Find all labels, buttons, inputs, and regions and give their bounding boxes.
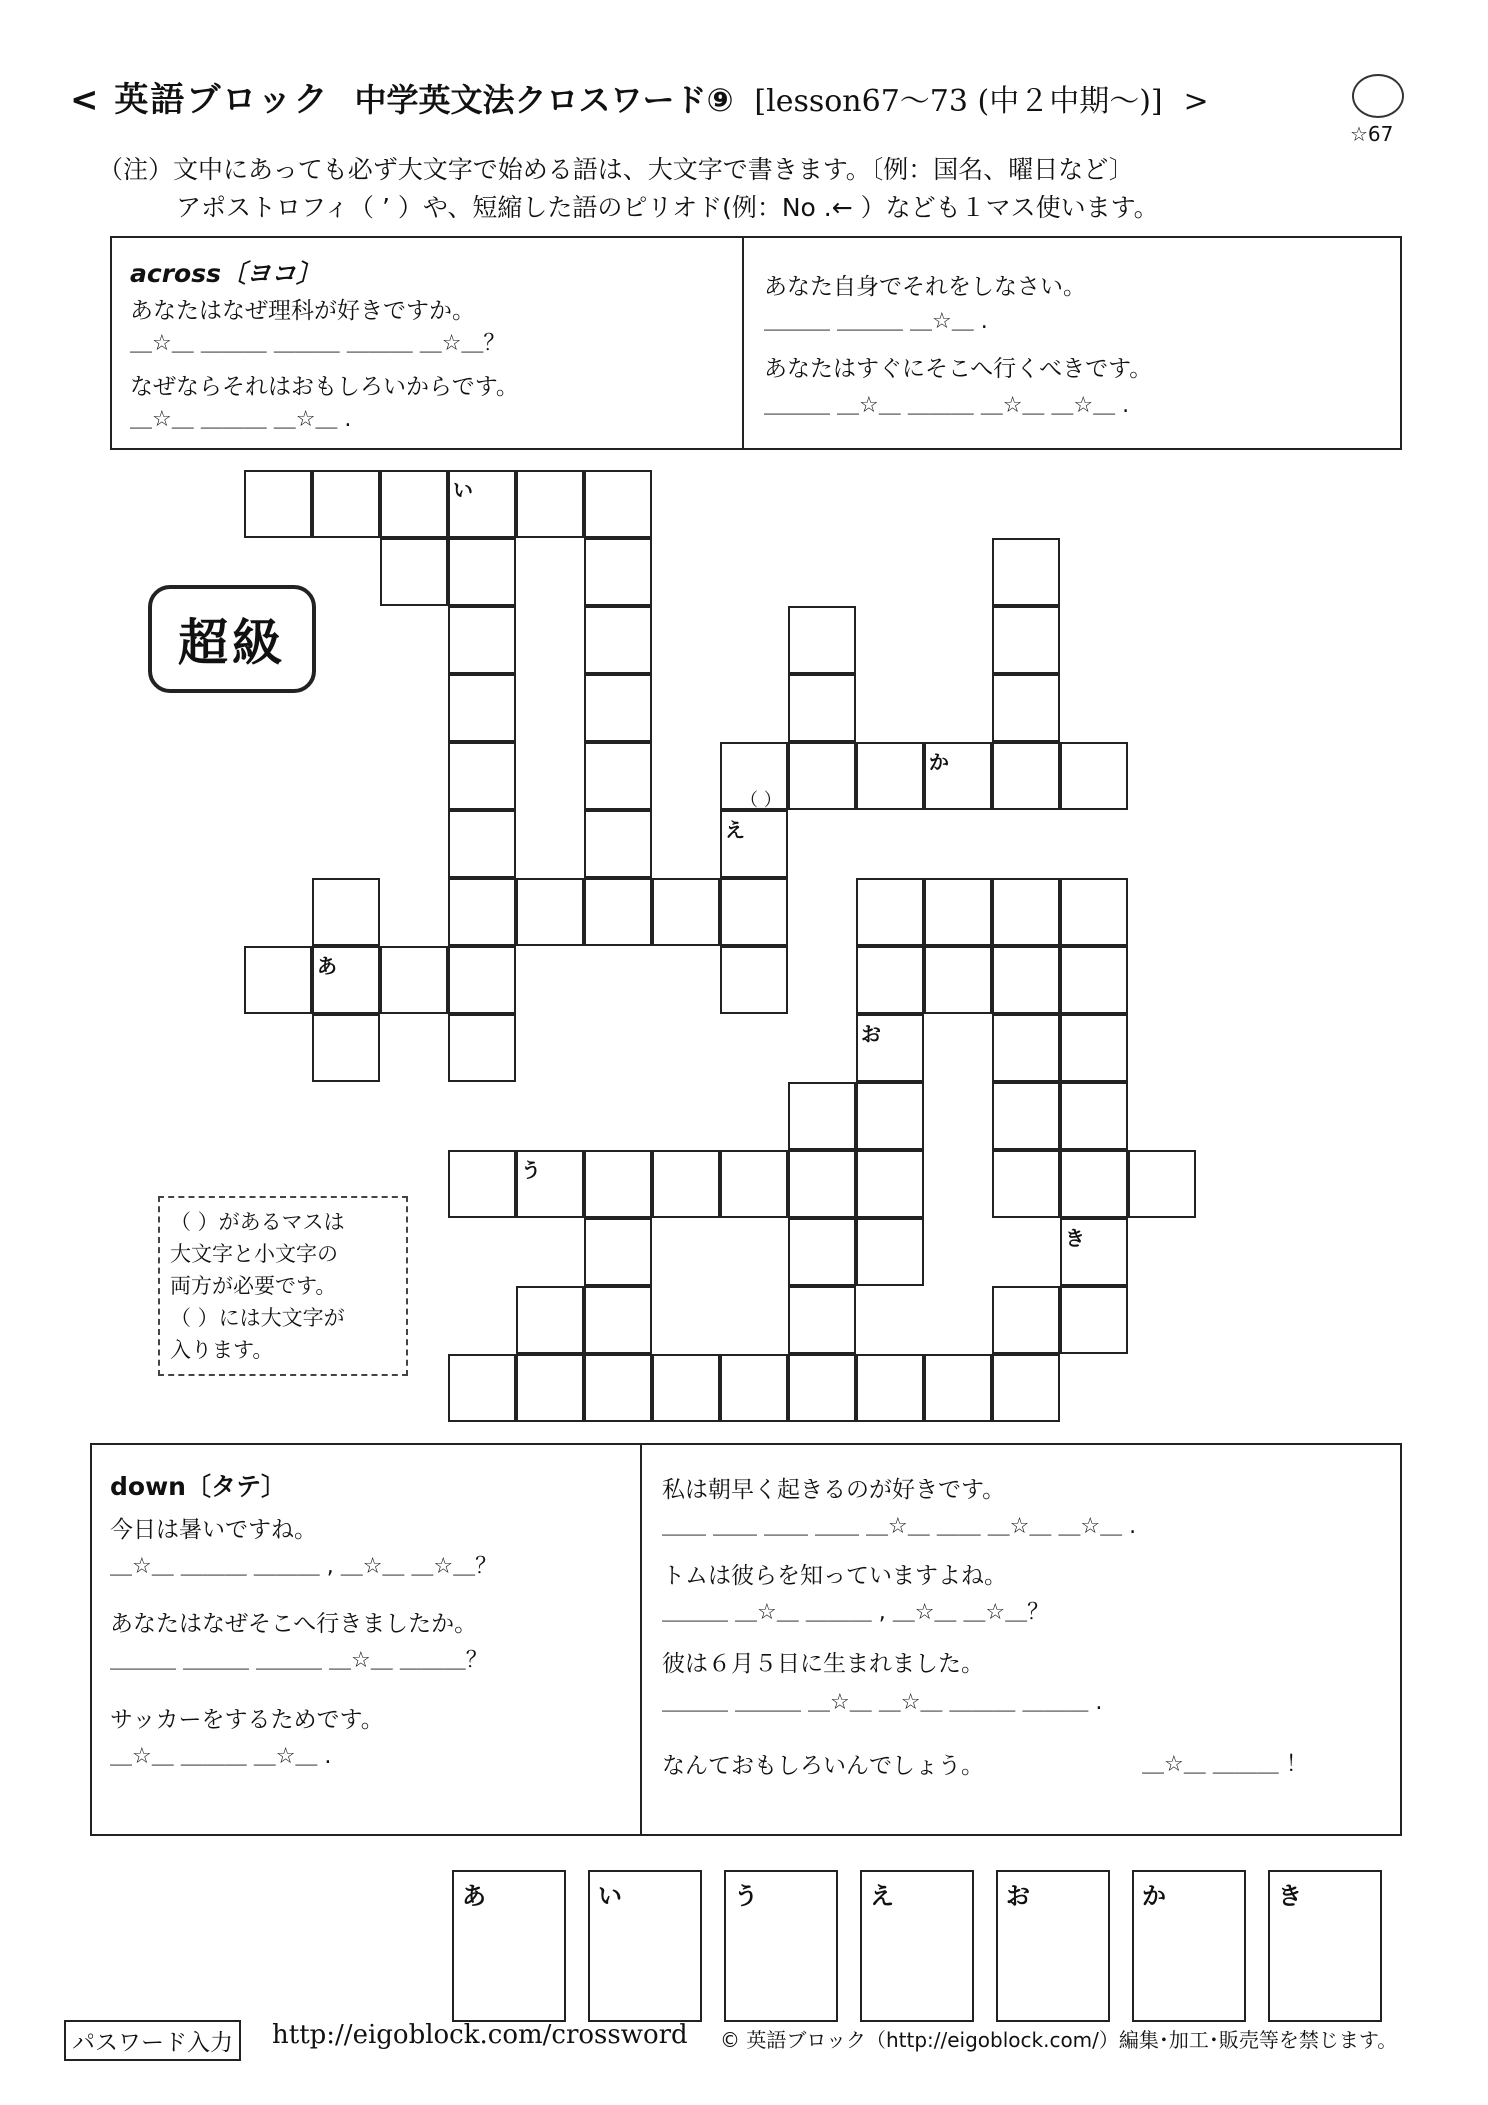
crossword-cell[interactable] xyxy=(448,810,516,878)
across-blanks-2: ＿☆＿ ＿＿＿ ＿☆＿ . xyxy=(130,407,352,432)
brand-logo: < 英語ブロック xyxy=(70,80,330,120)
down-blanks-4: ＿＿ ＿＿ ＿＿ ＿＿ ＿☆＿ ＿＿ ＿☆＿ ＿☆＿ . xyxy=(662,1514,1137,1539)
across-divider xyxy=(742,238,744,448)
answer-box-label: あ xyxy=(462,1882,486,1910)
crossword-cell[interactable] xyxy=(856,878,924,946)
across-heading: across〔ヨコ〕 xyxy=(130,259,321,288)
crossword-cell[interactable] xyxy=(584,470,652,538)
answer-box[interactable] xyxy=(724,1870,838,2022)
password-label: パスワード入力 xyxy=(64,2020,241,2061)
crossword-cell[interactable] xyxy=(720,878,788,946)
worksheet-title: 中学英文法クロスワード⑨ xyxy=(354,81,734,119)
answer-box[interactable] xyxy=(860,1870,974,2022)
crossword-cell[interactable] xyxy=(856,1014,924,1082)
hint-line-2: 大文字と小文字の xyxy=(170,1242,338,1266)
crossword-cell[interactable] xyxy=(584,742,652,810)
crossword-cell[interactable] xyxy=(448,1354,516,1422)
crossword-cell[interactable] xyxy=(1060,878,1128,946)
cell-label-ki: き xyxy=(1065,1226,1085,1250)
password-url[interactable]: http://eigoblock.com/crossword xyxy=(272,2020,688,2050)
crossword-cell[interactable] xyxy=(992,1354,1060,1422)
crossword-cell[interactable] xyxy=(924,878,992,946)
crossword-cell[interactable] xyxy=(516,878,584,946)
answer-box[interactable] xyxy=(588,1870,702,2022)
crossword-cell[interactable] xyxy=(856,742,924,810)
crossword-cell[interactable] xyxy=(312,878,380,946)
note-line-1: （注）文中にあっても必ず大文字で始める語は、大文字で書きます。〔例：国名、曜日など〕 xyxy=(98,155,1134,184)
crossword-cell[interactable] xyxy=(448,606,516,674)
down-heading: down〔タテ〕 xyxy=(110,1472,286,1501)
crossword-cell[interactable] xyxy=(992,946,1060,1014)
crossword-cell[interactable] xyxy=(720,1354,788,1422)
crossword-cell[interactable] xyxy=(788,1354,856,1422)
crossword-cell[interactable] xyxy=(992,606,1060,674)
crossword-cell[interactable] xyxy=(448,674,516,742)
down-clue-2: あなたはなぜそこへ行きましたか。 xyxy=(110,1611,478,1637)
note-line-2: アポストロフィ（ ’ ）や、短縮した語のピリオド(例：No .← ）なども１マス使います。 xyxy=(176,193,1159,222)
down-blanks-1: ＿☆＿ ＿＿＿ ＿＿＿ , ＿☆＿ ＿☆＿？ xyxy=(110,1554,498,1579)
crossword-cell[interactable] xyxy=(788,1218,856,1286)
hint-line-1: （ ）があるマスは xyxy=(170,1210,345,1234)
crossword-cell[interactable] xyxy=(1060,946,1128,1014)
crossword-cell[interactable] xyxy=(584,606,652,674)
crossword-cell[interactable] xyxy=(992,674,1060,742)
crossword-cell[interactable] xyxy=(312,470,380,538)
crossword-cell[interactable] xyxy=(992,1014,1060,1082)
down-blanks-3: ＿☆＿ ＿＿＿ ＿☆＿ . xyxy=(110,1744,332,1769)
crossword-cell[interactable] xyxy=(244,946,312,1014)
answer-box-label: き xyxy=(1278,1882,1302,1910)
answer-box-label: え xyxy=(870,1882,894,1910)
crossword-cell[interactable] xyxy=(380,946,448,1014)
crossword-cell[interactable] xyxy=(924,946,992,1014)
crossword-cell[interactable] xyxy=(584,538,652,606)
answer-box[interactable] xyxy=(452,1870,566,2022)
hint-line-3: 両方が必要です。 xyxy=(170,1274,337,1298)
down-clue-3: サッカーをするためです。 xyxy=(110,1707,384,1733)
crossword-cell[interactable] xyxy=(584,810,652,878)
lesson-range: [lesson67～73 (中２中期～)] xyxy=(754,84,1163,119)
across-blanks-3: ＿＿＿ ＿＿＿ ＿☆＿ . xyxy=(764,309,988,334)
crossword-cell[interactable] xyxy=(516,470,584,538)
crossword-cell[interactable] xyxy=(992,1286,1060,1354)
crossword-cell[interactable] xyxy=(584,1286,652,1354)
crossword-cell[interactable] xyxy=(448,742,516,810)
crossword-cell[interactable] xyxy=(856,946,924,1014)
crossword-cell[interactable] xyxy=(584,1150,652,1218)
crossword-cell[interactable] xyxy=(448,538,516,606)
crossword-cell[interactable] xyxy=(584,1218,652,1286)
down-clue-6: 彼は６月５日に生まれました。 xyxy=(662,1651,984,1677)
crossword-cell[interactable] xyxy=(584,878,652,946)
hint-box xyxy=(158,1196,408,1376)
crossword-cell[interactable] xyxy=(1060,742,1128,810)
answer-box-label: か xyxy=(1142,1882,1166,1910)
down-clues-box xyxy=(90,1443,1402,1836)
crossword-cell[interactable] xyxy=(244,470,312,538)
down-blanks-2: ＿＿＿ ＿＿＿ ＿＿＿ ＿☆＿ ＿＿＿？ xyxy=(110,1648,488,1673)
crossword-cell[interactable] xyxy=(992,878,1060,946)
across-clue-4: あなたはすぐにそこへ行くべきです。 xyxy=(764,356,1153,382)
page-header xyxy=(70,72,1209,121)
crossword-cell[interactable] xyxy=(856,1218,924,1286)
crossword-cell[interactable] xyxy=(992,538,1060,606)
crossword-cell[interactable] xyxy=(448,1150,516,1218)
difficulty-badge: 超級 xyxy=(148,585,316,693)
down-divider xyxy=(640,1445,642,1834)
answer-box-label: う xyxy=(734,1882,758,1910)
crossword-cell[interactable] xyxy=(992,1150,1060,1218)
crossword-cell[interactable] xyxy=(1060,1150,1128,1218)
answer-box[interactable] xyxy=(996,1870,1110,2022)
down-clue-4: 私は朝早く起きるのが好きです。 xyxy=(662,1477,1006,1503)
header-close-bracket: > xyxy=(1183,84,1209,119)
copyright-notice: © 英語ブロック（http://eigoblock.com/）編集･加工･販売等を禁じます。 xyxy=(720,2028,1398,2052)
cell-label-i: い xyxy=(453,478,473,502)
crossword-cell[interactable] xyxy=(516,1354,584,1422)
across-clue-2: なぜならそれはおもしろいからです。 xyxy=(130,374,519,400)
crossword-cell[interactable] xyxy=(788,1286,856,1354)
crossword-cell[interactable] xyxy=(856,1354,924,1422)
crossword-cell[interactable] xyxy=(720,790,788,878)
crossword-cell[interactable] xyxy=(788,606,856,674)
crossword-cell[interactable] xyxy=(856,1082,924,1150)
hint-line-5: 入ります。 xyxy=(170,1338,274,1362)
crossword-cell[interactable] xyxy=(652,1150,720,1218)
crossword-cell[interactable] xyxy=(992,742,1060,810)
down-blanks-5: ＿＿＿ ＿☆＿ ＿＿＿ , ＿☆＿ ＿☆＿？ xyxy=(662,1600,1050,1625)
crossword-cell[interactable] xyxy=(584,674,652,742)
crossword-cell[interactable] xyxy=(856,1150,924,1218)
across-blanks-1: ＿☆＿ ＿＿＿ ＿＿＿ ＿＿＿ ＿☆＿？ xyxy=(130,331,506,356)
crossword-cell[interactable] xyxy=(720,946,788,1014)
answer-box[interactable] xyxy=(1268,1870,1382,2022)
crossword-cell[interactable] xyxy=(584,1354,652,1422)
crossword-cell[interactable] xyxy=(312,946,380,1014)
worksheet-number: ☆67 xyxy=(1350,122,1394,146)
cell-label-o: お xyxy=(861,1022,881,1046)
crossword-cell[interactable] xyxy=(788,674,856,742)
cell-label-a: あ xyxy=(317,954,337,978)
crossword-cell[interactable] xyxy=(380,538,448,606)
hint-line-4: （ ）には大文字が xyxy=(170,1306,345,1330)
crossword-cell[interactable] xyxy=(924,1354,992,1422)
answer-box-label: い xyxy=(598,1882,622,1910)
crossword-cell[interactable] xyxy=(448,946,516,1014)
across-clue-3: あなた自身でそれをしなさい。 xyxy=(764,274,1086,300)
across-clues-box xyxy=(110,236,1402,450)
across-clue-1: あなたはなぜ理科が好きですか。 xyxy=(130,298,475,324)
answer-box-label: お xyxy=(1006,1882,1030,1910)
crossword-cell[interactable] xyxy=(720,1150,788,1218)
crossword-cell[interactable] xyxy=(992,1082,1060,1150)
down-clue-7: なんておもしろいんでしょう。 xyxy=(662,1753,984,1779)
cell-label-ka: か xyxy=(929,750,949,774)
down-blanks-7: ＿☆＿ ＿＿＿ ！ xyxy=(1142,1752,1308,1777)
capital-marker: （ ） xyxy=(740,790,782,811)
crossword-cell[interactable] xyxy=(1060,1014,1128,1082)
crossword-cell[interactable] xyxy=(788,1150,856,1218)
down-blanks-6: ＿＿＿ ＿＿＿ ＿☆＿ ＿☆＿ ＿＿＿ ＿＿＿ . xyxy=(662,1690,1103,1715)
crossword-cell[interactable] xyxy=(516,1286,584,1354)
down-clue-1: 今日は暑いですね。 xyxy=(110,1517,317,1543)
crossword-cell[interactable] xyxy=(788,742,856,810)
crossword-cell[interactable] xyxy=(448,1014,516,1082)
crossword-cell[interactable] xyxy=(1060,1286,1128,1354)
across-blanks-4: ＿＿＿ ＿☆＿ ＿＿＿ ＿☆＿ ＿☆＿ . xyxy=(764,393,1130,418)
crossword-cell[interactable] xyxy=(652,878,720,946)
cell-label-e: え xyxy=(725,818,745,842)
crossword-cell[interactable] xyxy=(516,1150,584,1218)
answer-box[interactable] xyxy=(1132,1870,1246,2022)
crossword-cell[interactable] xyxy=(1060,1218,1128,1286)
crossword-cell[interactable] xyxy=(1060,1082,1128,1150)
mascot-icon xyxy=(1352,74,1404,118)
cell-label-u: う xyxy=(521,1158,541,1182)
crossword-cell[interactable] xyxy=(448,878,516,946)
crossword-cell[interactable] xyxy=(448,470,516,538)
crossword-cell[interactable] xyxy=(924,742,992,810)
down-clue-5: トムは彼らを知っていますよね。 xyxy=(662,1563,1007,1589)
crossword-cell[interactable] xyxy=(1128,1150,1196,1218)
crossword-cell[interactable] xyxy=(380,470,448,538)
crossword-cell[interactable] xyxy=(788,1082,856,1150)
crossword-cell[interactable] xyxy=(652,1354,720,1422)
crossword-cell[interactable] xyxy=(312,1014,380,1082)
